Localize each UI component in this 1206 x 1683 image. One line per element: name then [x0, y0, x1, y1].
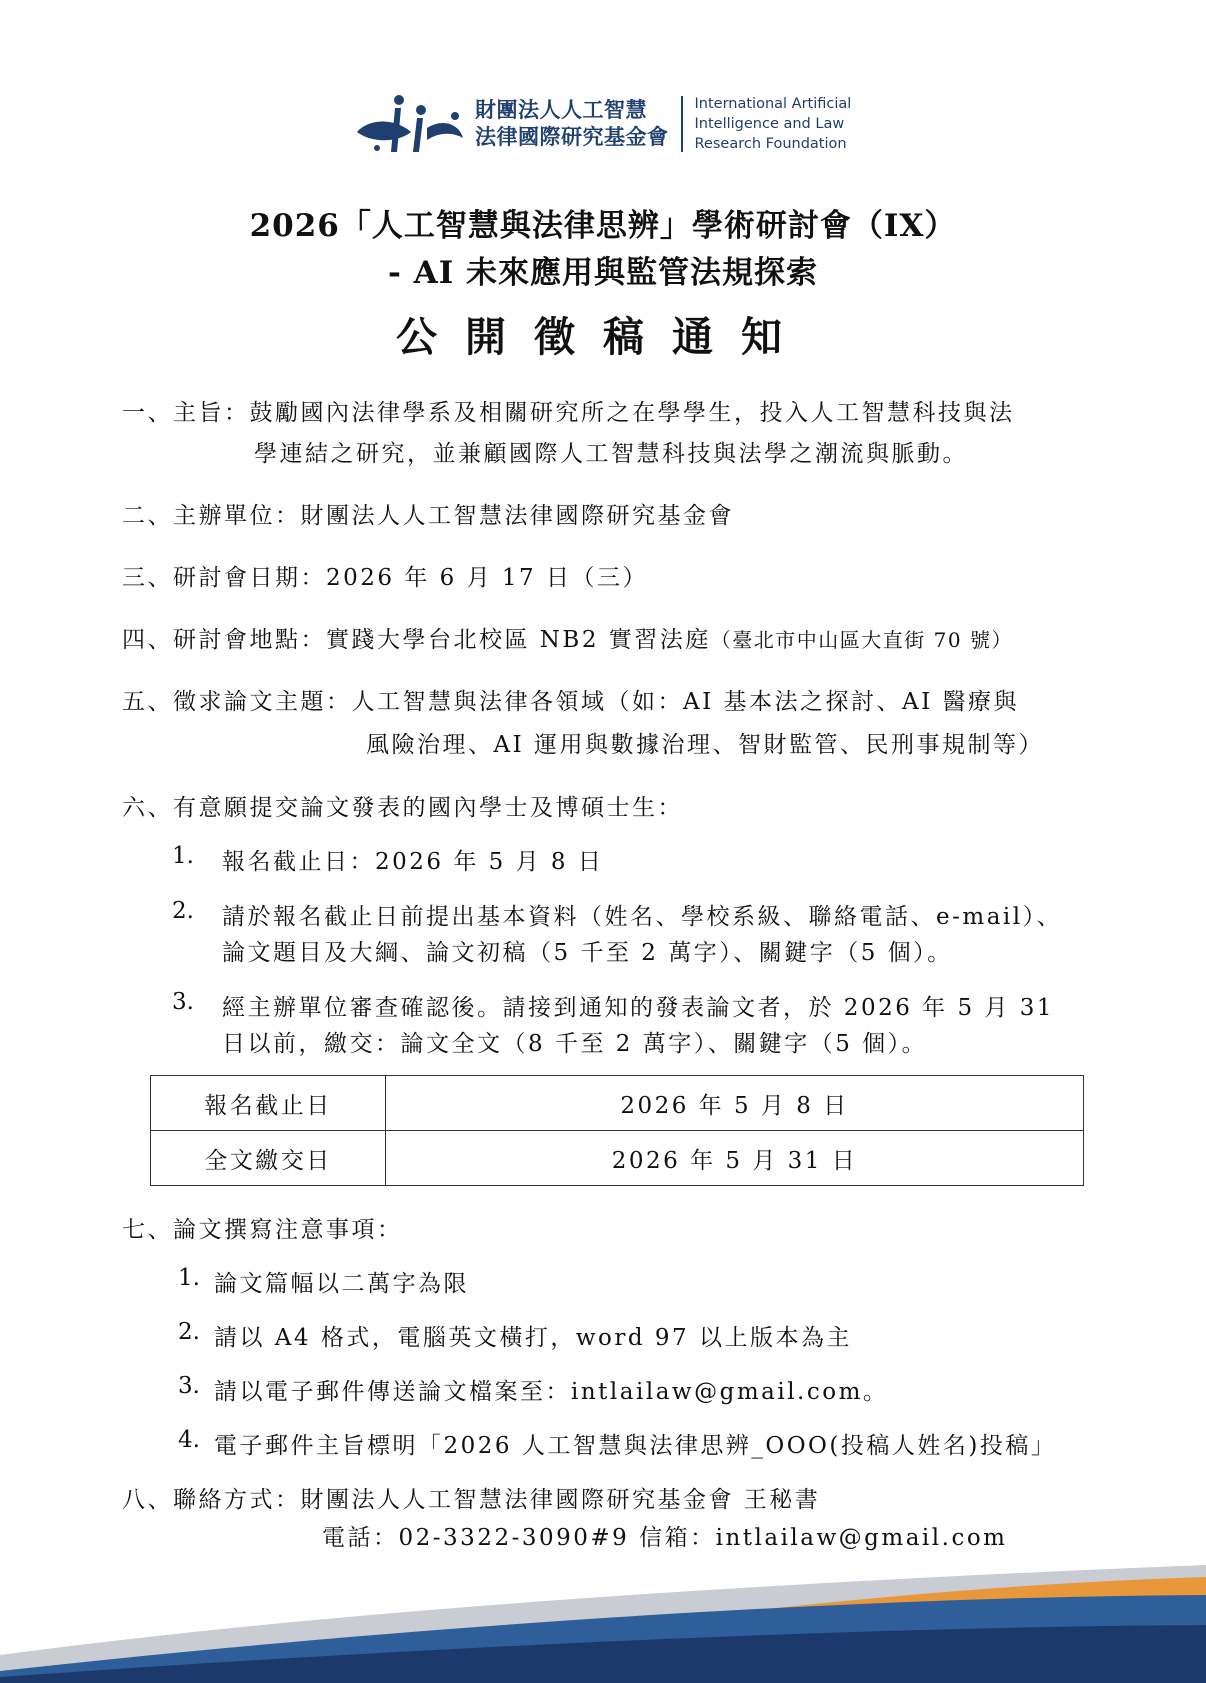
- section-purpose-text-line2: 學連結之研究，並兼顧國際人工智慧科技與法學之潮流與脈動。: [254, 441, 968, 467]
- logo-en-line1: International Artificial: [694, 96, 852, 112]
- section-topics-line1: 五、徵求論文主題：人工智慧與法律各領域（如：AI 基本法之探討、AI 醫療與: [122, 689, 1020, 715]
- section-writing-guidelines: 七、論文撰寫注意事項：: [122, 1217, 403, 1243]
- section-purpose: [122, 394, 1015, 427]
- table-cell-value: 2026 年 5 月 31 日: [386, 1131, 1084, 1186]
- table-row: [151, 1131, 1084, 1186]
- list-item: 電子郵件主旨標明「2026 人工智慧與法律思辨_OOO(投稿人姓名)投稿」: [214, 1433, 1057, 1459]
- section-organizer: 二、主辦單位：財團法人人工智慧法律國際研究基金會: [122, 503, 734, 529]
- foundation-logo: [355, 88, 851, 160]
- foundation-logo-mark-icon: [355, 88, 467, 160]
- list-item-number: 1.: [172, 843, 194, 869]
- section-date: 三、研討會日期：2026 年 6 月 17 日（三）: [122, 565, 648, 591]
- list-item: 請以電子郵件傳送論文檔案至：intlailaw@gmail.com。: [214, 1379, 889, 1405]
- list-item-number: 2.: [172, 898, 194, 924]
- deadline-table: [150, 1075, 1084, 1186]
- section-venue-main: 四、研討會地點：實踐大學台北校區 NB2 實習法庭: [122, 627, 711, 653]
- list-item: 請於報名截止日前提出基本資料（姓名、學校系級、聯絡電話、e-mail）、: [222, 904, 1063, 930]
- logo-en-line2: Intelligence and Law: [694, 116, 845, 132]
- list-item-number: 4.: [178, 1427, 200, 1453]
- logo-english-name: [695, 94, 852, 154]
- section-purpose-text-line1: 鼓勵國內法律學系及相關研究所之在學學生，投入人工智慧科技與法: [249, 400, 1015, 426]
- list-item-continued: 日以前，繳交：論文全文（8 千至 2 萬字）、關鍵字（5 個）。: [222, 1031, 928, 1057]
- list-item: 經主辦單位審查確認後。請接到通知的發表論文者，於 2026 年 5 月 31: [222, 995, 1054, 1021]
- list-item-number: 2.: [178, 1319, 200, 1345]
- list-item-number: 1.: [178, 1265, 200, 1291]
- section-contact: 八、聯絡方式：財團法人人工智慧法律國際研究基金會 王秘書: [122, 1487, 821, 1513]
- section-eligibility: 六、有意願提交論文發表的國內學士及博碩士生：: [122, 795, 683, 821]
- list-item: 報名截止日：2026 年 5 月 8 日: [222, 849, 604, 875]
- section-venue-address: （臺北市中山區大直街 70 號）: [710, 628, 1013, 652]
- document-subtitle: - AI 未來應用與監管法規探索: [387, 255, 818, 291]
- logo-en-line3: Research Foundation: [694, 136, 847, 152]
- list-item-number: 3.: [172, 989, 194, 1015]
- table-row: [151, 1076, 1084, 1131]
- table-cell-label: 全文繳交日: [151, 1131, 386, 1186]
- footer-wave-decoration: [0, 1543, 1206, 1683]
- table-cell-label: 報名截止日: [151, 1076, 386, 1131]
- list-item: 論文篇幅以二萬字為限: [214, 1271, 469, 1297]
- section-purpose-label: 一、主旨：: [122, 400, 250, 426]
- call-for-papers-heading: 公開徵稿通知: [396, 313, 810, 361]
- contact-phone-email: 電話：02-3322-3090#9 信箱：intlailaw@gmail.com: [322, 1525, 1008, 1551]
- section-topics-line2: 風險治理、AI 運用與數據治理、智財監管、民刑事規制等）: [366, 732, 1045, 758]
- list-item-continued: 論文題目及大綱、論文初稿（5 千至 2 萬字）、關鍵字（5 個）。: [222, 940, 953, 966]
- logo-divider: [681, 96, 683, 152]
- list-item-number: 3.: [178, 1373, 200, 1399]
- logo-cn-line2: 法律國際研究基金會: [475, 125, 669, 149]
- logo-cn-line1: 財團法人人工智慧: [475, 98, 647, 122]
- section-venue: [122, 621, 1013, 654]
- document-title: 2026「人工智慧與法律思辨」學術研討會（IX）: [249, 208, 957, 244]
- list-item: 請以 A4 格式，電腦英文橫打，word 97 以上版本為主: [214, 1325, 853, 1351]
- logo-chinese-name: [475, 97, 669, 151]
- table-cell-value: 2026 年 5 月 8 日: [386, 1076, 1084, 1131]
